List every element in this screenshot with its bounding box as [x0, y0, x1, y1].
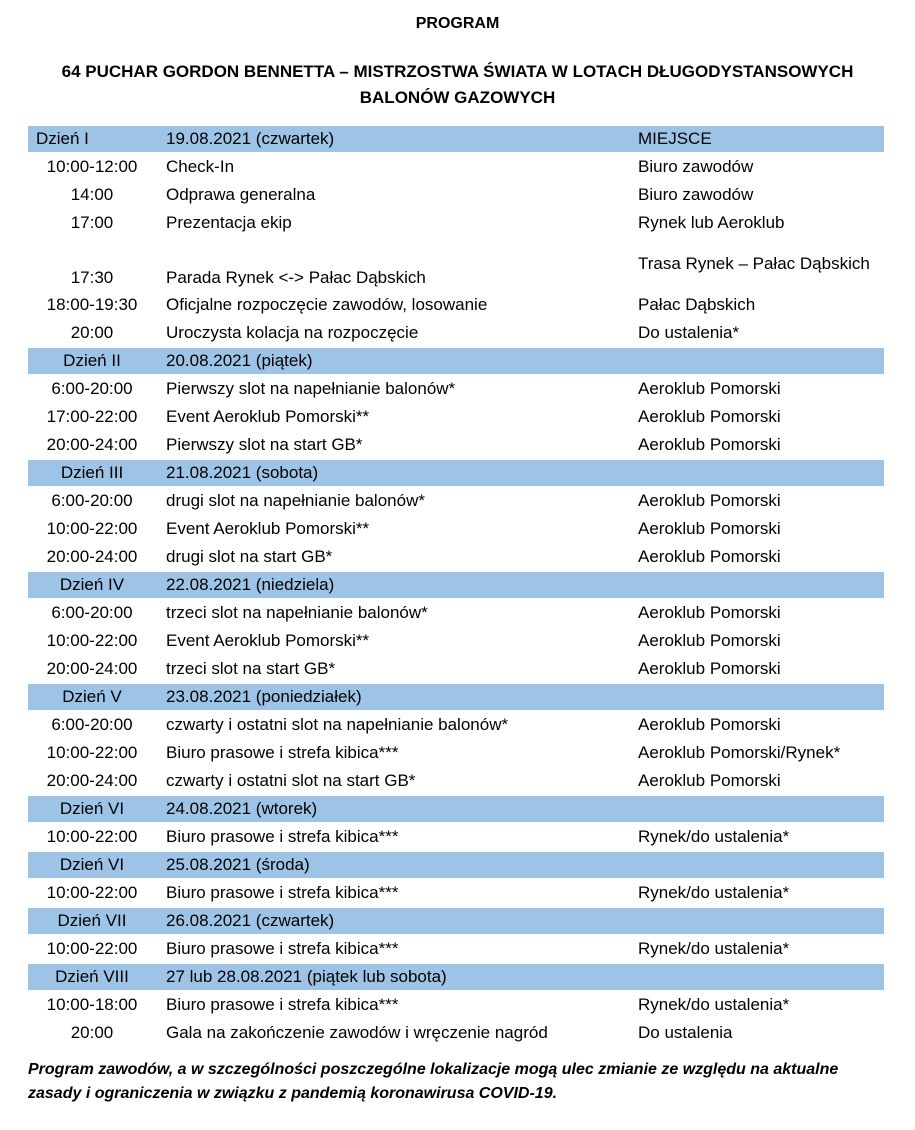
day-label: Dzień VIII — [28, 964, 156, 990]
event-row — [28, 768, 884, 794]
event-place: Aeroklub Pomorski — [638, 435, 781, 454]
event-row — [28, 1020, 884, 1046]
day-label: Dzień VII — [28, 908, 156, 934]
day-label: Dzień I — [28, 126, 156, 152]
day-label: Dzień III — [28, 460, 156, 486]
event-place: Aeroklub Pomorski — [638, 631, 781, 650]
place-column-header — [632, 852, 884, 878]
event-activity: Pierwszy slot na start GB* — [166, 435, 363, 454]
event-activity: Odprawa generalna — [166, 185, 316, 204]
day-header-row — [28, 852, 884, 878]
event-place: Aeroklub Pomorski — [638, 547, 781, 566]
event-row — [28, 544, 884, 570]
event-row — [28, 824, 884, 850]
event-time: 6:00-20:00 — [51, 491, 133, 510]
event-time: 20:00 — [70, 1023, 114, 1042]
day-date: 25.08.2021 (środa) — [156, 852, 632, 878]
event-time: 10:00-22:00 — [46, 939, 138, 958]
event-time: 14:00 — [70, 185, 114, 204]
event-place: Rynek/do ustalenia* — [638, 883, 790, 902]
event-place: Aeroklub Pomorski — [638, 659, 781, 678]
event-place: Biuro zawodów — [638, 157, 754, 176]
event-time: 10:00-22:00 — [46, 631, 138, 650]
place-column-header — [632, 348, 884, 374]
day-date: 20.08.2021 (piątek) — [156, 348, 632, 374]
event-time: 20:00 — [70, 323, 114, 342]
day-date: 24.08.2021 (wtorek) — [156, 796, 632, 822]
place-column-header — [632, 460, 884, 486]
event-place: Rynek/do ustalenia* — [638, 827, 790, 846]
day-header-row — [28, 964, 884, 990]
event-time: 6:00-20:00 — [51, 715, 133, 734]
event-row — [28, 376, 884, 402]
event-activity: trzeci slot na napełnianie balonów* — [166, 603, 428, 622]
event-place: Pałac Dąbskich — [638, 295, 756, 314]
day-date: 26.08.2021 (czwartek) — [156, 908, 632, 934]
event-activity: Pierwszy slot na napełnianie balonów* — [166, 379, 456, 398]
event-place: Aeroklub Pomorski — [638, 379, 781, 398]
event-activity: Prezentacja ekip — [166, 213, 292, 232]
event-place: Aeroklub Pomorski — [638, 603, 781, 622]
event-activity: Check-In — [166, 157, 235, 176]
schedule-body — [28, 126, 884, 1046]
event-time: 10:00-22:00 — [46, 743, 138, 762]
event-time: 20:00-24:00 — [46, 435, 138, 454]
footer-note: Program zawodów, a w szczególności poszczególne lokalizacje mogą ulec zmianie ze względu na aktualne zasady i ograniczenia w związku z pandemią koronawirusa COVID-19. — [28, 1061, 839, 1102]
event-activity: Biuro prasowe i strefa kibica*** — [166, 995, 399, 1014]
day-header-row — [28, 460, 884, 486]
day-header-row — [28, 796, 884, 822]
event-activity: Gala na zakończenie zawodów i wręczenie nagród — [166, 1023, 548, 1042]
event-activity: czwarty i ostatni slot na start GB* — [166, 771, 416, 790]
event-activity: Biuro prasowe i strefa kibica*** — [166, 827, 399, 846]
event-row — [28, 880, 884, 906]
place-column-header: MIEJSCE — [632, 126, 884, 152]
event-time: 20:00-24:00 — [46, 771, 138, 790]
day-header-row — [28, 908, 884, 934]
event-place: Do ustalenia* — [638, 323, 740, 342]
day-label: Dzień II — [28, 348, 156, 374]
event-activity: drugi slot na napełnianie balonów* — [166, 491, 425, 510]
event-row — [28, 992, 884, 1018]
event-place: Aeroklub Pomorski — [638, 771, 781, 790]
event-activity: Event Aeroklub Pomorski** — [166, 631, 370, 650]
place-column-header — [632, 684, 884, 710]
place-column-header — [632, 964, 884, 990]
event-activity: trzeci slot na start GB* — [166, 659, 336, 678]
day-date: 22.08.2021 (niedziela) — [156, 572, 632, 598]
event-place: Do ustalenia — [638, 1023, 733, 1042]
event-row — [28, 404, 884, 430]
event-place: Aeroklub Pomorski — [638, 519, 781, 538]
event-place: Aeroklub Pomorski — [638, 491, 781, 510]
event-time: 20:00-24:00 — [46, 659, 138, 678]
event-time: 17:00-22:00 — [46, 407, 138, 426]
event-row — [28, 712, 884, 738]
event-activity: drugi slot na start GB* — [166, 547, 333, 566]
schedule-table — [28, 124, 884, 1048]
event-title-line-2: BALONÓW GAZOWYCH — [359, 88, 556, 107]
event-activity: Parada Rynek <-> Pałac Dąbskich — [166, 268, 426, 287]
day-header-row — [28, 684, 884, 710]
event-row — [28, 292, 884, 318]
day-header-row — [28, 572, 884, 598]
day-label: Dzień IV — [28, 572, 156, 598]
event-row — [28, 600, 884, 626]
event-row — [28, 628, 884, 654]
place-column-header — [632, 908, 884, 934]
event-activity: Event Aeroklub Pomorski** — [166, 407, 370, 426]
event-row — [28, 210, 884, 236]
event-row — [28, 656, 884, 682]
day-date: 23.08.2021 (poniedziałek) — [156, 684, 632, 710]
day-label: Dzień VI — [28, 852, 156, 878]
program-heading: PROGRAM — [415, 15, 500, 32]
event-row — [28, 154, 884, 180]
event-time: 6:00-20:00 — [51, 603, 133, 622]
event-place: Aeroklub Pomorski — [638, 715, 781, 734]
day-date: 19.08.2021 (czwartek) — [156, 126, 632, 152]
event-row — [28, 238, 884, 290]
event-title-line-1: 64 PUCHAR GORDON BENNETTA – MISTRZOSTWA ŚWIATA W LOTACH DŁUGODYSTANSOWYCH — [61, 62, 854, 81]
event-activity: czwarty i ostatni slot na napełnianie balonów* — [166, 715, 509, 734]
day-header-row — [28, 126, 884, 152]
event-time: 10:00-22:00 — [46, 827, 138, 846]
event-place: Aeroklub Pomorski — [638, 407, 781, 426]
event-place: Rynek/do ustalenia* — [638, 939, 790, 958]
event-time: 10:00-22:00 — [46, 519, 138, 538]
event-place: Trasa Rynek – Pałac Dąbskich — [638, 254, 870, 273]
event-row — [28, 740, 884, 766]
event-activity: Biuro prasowe i strefa kibica*** — [166, 883, 399, 902]
place-column-header — [632, 796, 884, 822]
event-row — [28, 432, 884, 458]
event-activity: Event Aeroklub Pomorski** — [166, 519, 370, 538]
event-time: 18:00-19:30 — [46, 295, 138, 314]
event-time: 10:00-18:00 — [46, 995, 138, 1014]
day-date: 27 lub 28.08.2021 (piątek lub sobota) — [156, 964, 632, 990]
event-time: 17:00 — [70, 213, 114, 232]
event-activity: Biuro prasowe i strefa kibica*** — [166, 939, 399, 958]
event-place: Biuro zawodów — [638, 185, 754, 204]
event-activity: Biuro prasowe i strefa kibica*** — [166, 743, 399, 762]
place-column-header — [632, 572, 884, 598]
event-time: 10:00-22:00 — [46, 883, 138, 902]
event-row — [28, 936, 884, 962]
day-date: 21.08.2021 (sobota) — [156, 460, 632, 486]
day-header-row — [28, 348, 884, 374]
event-time: 6:00-20:00 — [51, 379, 133, 398]
event-place: Rynek/do ustalenia* — [638, 995, 790, 1014]
event-activity: Uroczysta kolacja na rozpoczęcie — [166, 323, 419, 342]
event-time: 10:00-12:00 — [46, 157, 138, 176]
event-row — [28, 182, 884, 208]
event-row — [28, 516, 884, 542]
day-label: Dzień VI — [28, 796, 156, 822]
event-time: 17:30 — [70, 268, 114, 287]
event-place: Aeroklub Pomorski/Rynek* — [638, 743, 841, 762]
event-activity: Oficjalne rozpoczęcie zawodów, losowanie — [166, 295, 488, 314]
event-place: Rynek lub Aeroklub — [638, 213, 785, 232]
event-row — [28, 488, 884, 514]
event-time: 20:00-24:00 — [46, 547, 138, 566]
event-row — [28, 320, 884, 346]
day-label: Dzień V — [28, 684, 156, 710]
